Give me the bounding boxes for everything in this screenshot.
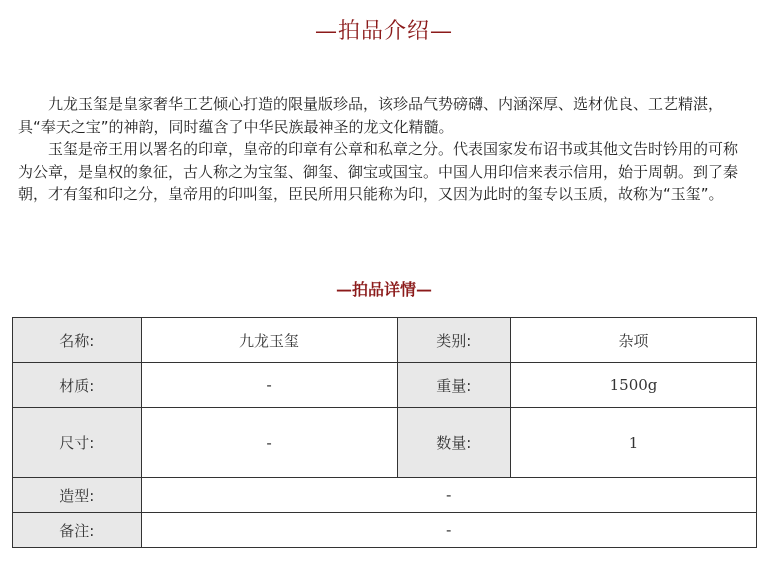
- note-label: 备注:: [13, 513, 142, 548]
- quantity-value: 1: [511, 408, 757, 478]
- intro-text-block: [18, 93, 752, 206]
- material-label: 材质:: [13, 363, 142, 408]
- table-row-material: [13, 363, 757, 408]
- category-label: 类别:: [397, 318, 510, 363]
- intro-paragraph-1: 九龙玉玺是皇家奢华工艺倾心打造的限量版珍品，该珍品气势磅礴、内涵深厚、选材优良、工艺精湛，具“奉天之宝”的神韵，同时蕴含了中华民族最神圣的龙文化精髓。: [18, 95, 724, 136]
- details-section-title: —拍品详情—: [335, 280, 432, 299]
- name-label: 名称:: [13, 318, 142, 363]
- note-value: -: [141, 513, 756, 548]
- material-value: -: [141, 363, 397, 408]
- details-table: [12, 317, 757, 548]
- table-row-shape: [13, 478, 757, 513]
- category-value: 杂项: [511, 318, 757, 363]
- shape-label: 造型:: [13, 478, 142, 513]
- name-value: 九龙玉玺: [141, 318, 397, 363]
- shape-value: -: [141, 478, 756, 513]
- table-row-name: [13, 318, 757, 363]
- size-label: 尺寸:: [13, 408, 142, 478]
- intro-section-title: —拍品介绍—: [314, 19, 453, 44]
- weight-label: 重量:: [397, 363, 510, 408]
- quantity-label: 数量:: [397, 408, 510, 478]
- size-value: -: [141, 408, 397, 478]
- weight-value: 1500g: [511, 363, 757, 408]
- table-row-note: [13, 513, 757, 548]
- table-row-size: [13, 408, 757, 478]
- intro-paragraph-2: 玉玺是帝王用以署名的印章，皇帝的印章有公章和私章之分。代表国家发布诏书或其他文告时钤用的可称为公章，是皇权的象征，古人称之为宝玺、御玺、御宝或国宝。中国人用印信来表示信用，始于周朝。到了秦朝，才有玺和印之分，皇帝用的印叫玺，臣民所用只能称为印，又因为此时的玺专以玉质，故称为“玉玺”。: [18, 140, 739, 203]
